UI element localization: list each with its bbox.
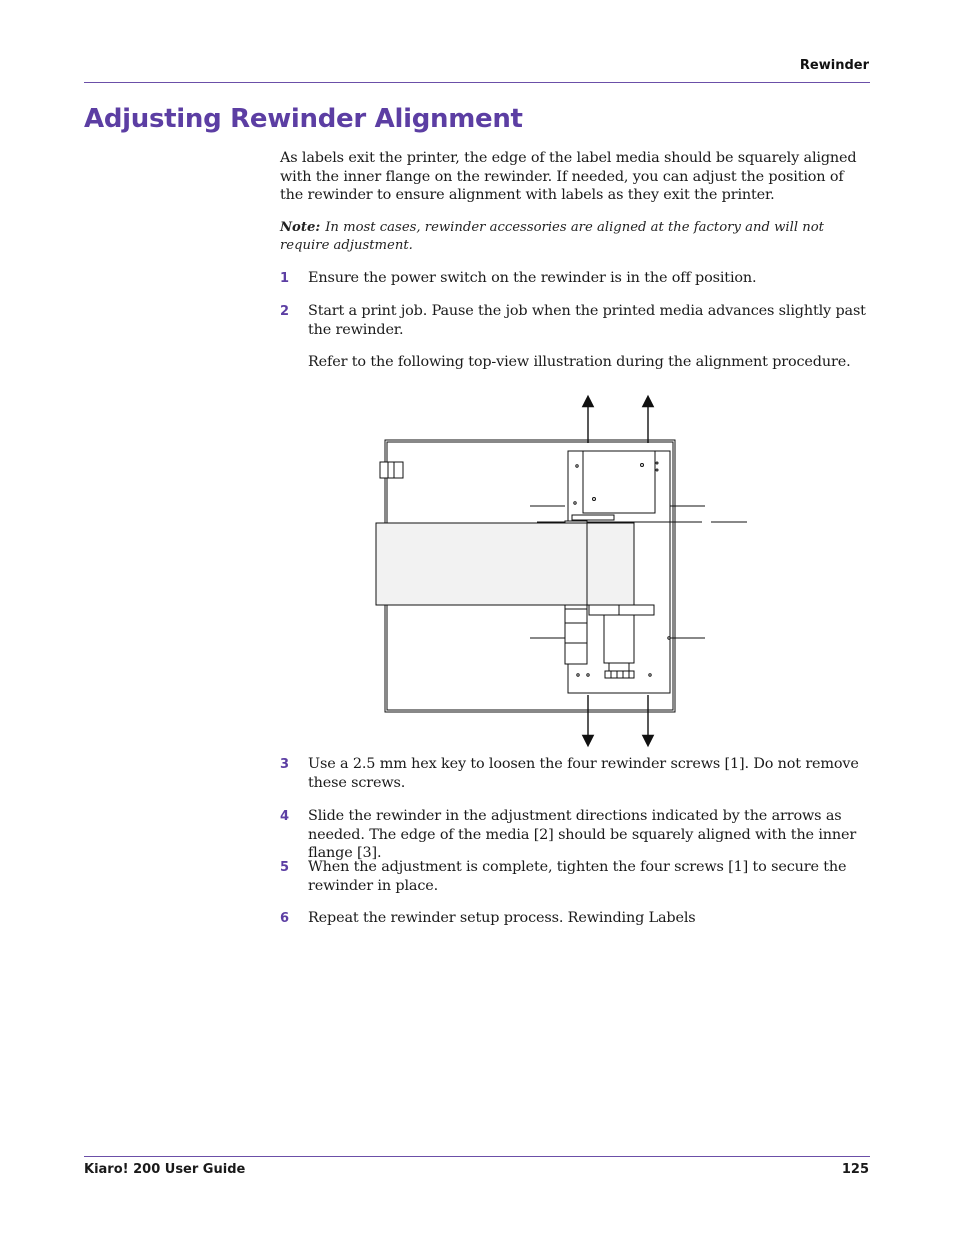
- page-title: Adjusting Rewinder Alignment: [84, 104, 523, 134]
- roller-bracket: [589, 605, 654, 615]
- step-text: Start a print job. Pause the job when the printed media advances slightly past the rewinder.: [308, 303, 866, 338]
- step-number: 6: [280, 911, 289, 926]
- step-number: 3: [280, 757, 289, 772]
- step-number: 2: [280, 304, 289, 319]
- footer-guide-title: Kiaro! 200 User Guide: [84, 1162, 246, 1177]
- note-label: Note:: [280, 220, 321, 235]
- step-text: When the adjustment is complete, tighten the four screws [1] to secure the rewinder in place.: [308, 859, 847, 894]
- header-rule: [84, 82, 870, 83]
- roller-core: [604, 615, 634, 663]
- page-number: 125: [841, 1162, 869, 1177]
- step-text: Ensure the power switch on the rewinder is in the off position.: [308, 270, 757, 286]
- step-2-followup: Refer to the following top-view illustration during the alignment procedure.: [308, 354, 851, 370]
- latch: [380, 462, 403, 478]
- footer-rule: [84, 1156, 870, 1157]
- step-text: Use a 2.5 mm hex key to loosen the four rewinder screws [1]. Do not remove these screws.: [308, 756, 859, 791]
- rewinder-alignment-diagram: [360, 393, 760, 750]
- intro-paragraph: As labels exit the printer, the edge of the label media should be squarely aligned with the inner flange on the rewinder. If needed, you can adjust the position of the rewinder to ensure alignment with labels as they exit the printer.: [280, 150, 857, 203]
- step-text: Slide the rewinder in the adjustment directions indicated by the arrows as needed. The edge of the media [2] should be squarely aligned with the inner flange [3].: [308, 808, 857, 861]
- note-text: In most cases, rewinder accessories are aligned at the factory and will not require adjustment.: [280, 220, 824, 253]
- note-paragraph: [280, 219, 870, 255]
- rewinder-housing: [583, 451, 655, 513]
- step-text: Repeat the rewinder setup process. Rewinding Labels: [308, 910, 696, 926]
- running-header: Rewinder: [799, 58, 869, 73]
- step-number: 1: [280, 271, 289, 286]
- step-number: 4: [280, 809, 289, 824]
- step-number: 5: [280, 860, 289, 875]
